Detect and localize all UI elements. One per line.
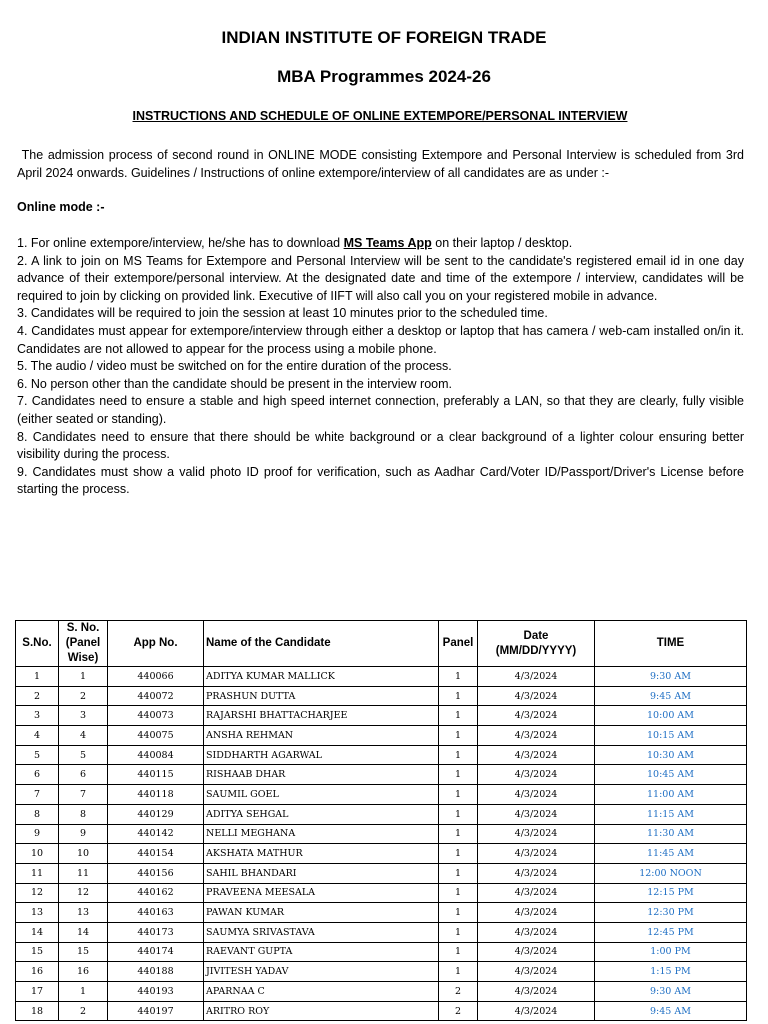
table-row [16,667,747,687]
cell-sno: 9 [16,824,59,844]
cell-sno: 5 [16,745,59,765]
cell-panel: 1 [439,883,478,903]
cell-panel-sno: 14 [59,922,108,942]
cell-time: 12:00 NOON [595,863,747,883]
cell-date: 4/3/2024 [478,903,595,923]
cell-sno: 8 [16,804,59,824]
table-row [16,785,747,805]
cell-date: 4/3/2024 [478,922,595,942]
cell-sno: 2 [16,686,59,706]
cell-time: 1:00 PM [595,942,747,962]
cell-sno: 10 [16,844,59,864]
cell-date: 4/3/2024 [478,745,595,765]
cell-date: 4/3/2024 [478,686,595,706]
instruction-4: 4. Candidates must appear for extempore/interview through either a desktop or laptop that has camera / web-cam installed on/in it. Candidates are not allowed to appear for the process using a mobile phone. [17,323,744,356]
cell-app-no: 440163 [108,903,204,923]
cell-date: 4/3/2024 [478,962,595,982]
cell-sno: 1 [16,667,59,687]
col-time: TIME [595,621,747,667]
cell-sno: 13 [16,903,59,923]
cell-name: PRAVEENA MEESALA [204,883,439,903]
table-row [16,686,747,706]
cell-date: 4/3/2024 [478,667,595,687]
cell-panel-sno: 2 [59,1001,108,1021]
cell-panel-sno: 8 [59,804,108,824]
cell-panel-sno: 9 [59,824,108,844]
table-row [16,922,747,942]
cell-panel-sno: 6 [59,765,108,785]
cell-sno: 4 [16,726,59,746]
cell-sno: 18 [16,1001,59,1021]
cell-time: 12:15 PM [595,883,747,903]
table-row [16,844,747,864]
cell-name: RISHAAB DHAR [204,765,439,785]
table-row [16,962,747,982]
cell-name: ARITRO ROY [204,1001,439,1021]
col-sno: S.No. [16,621,59,667]
cell-app-no: 440188 [108,962,204,982]
cell-app-no: 440162 [108,883,204,903]
table-row [16,863,747,883]
cell-app-no: 440072 [108,686,204,706]
institute-title: INDIAN INSTITUTE OF FOREIGN TRADE [221,28,547,47]
cell-panel: 1 [439,942,478,962]
instruction-7: 7. Candidates need to ensure a stable and high speed internet connection, preferably a LAN, so that they are clearly, fully visible (either seated or standing). [17,394,744,426]
cell-panel-sno: 12 [59,883,108,903]
cell-panel: 1 [439,863,478,883]
cell-panel-sno: 3 [59,706,108,726]
cell-app-no: 440193 [108,982,204,1002]
cell-time: 12:45 PM [595,922,747,942]
cell-date: 4/3/2024 [478,706,595,726]
cell-sno: 16 [16,962,59,982]
table-row [16,982,747,1002]
cell-sno: 7 [16,785,59,805]
cell-sno: 12 [16,883,59,903]
cell-panel-sno: 1 [59,982,108,1002]
cell-app-no: 440129 [108,804,204,824]
schedule-table [15,620,747,1021]
instruction-8: 8. Candidates need to ensure that there should be white background or a clear background of a lighter colour ensuring better visibility during the process. [17,429,744,462]
table-row [16,804,747,824]
cell-name: RAJARSHI BHATTACHARJEE [204,706,439,726]
table-row [16,903,747,923]
cell-date: 4/3/2024 [478,824,595,844]
cell-app-no: 440118 [108,785,204,805]
cell-name: JIVITESH YADAV [204,962,439,982]
cell-date: 4/3/2024 [478,942,595,962]
cell-sno: 17 [16,982,59,1002]
cell-date: 4/3/2024 [478,1001,595,1021]
cell-app-no: 440115 [108,765,204,785]
cell-name: RAEVANT GUPTA [204,942,439,962]
cell-name: SAUMIL GOEL [204,785,439,805]
cell-date: 4/3/2024 [478,765,595,785]
cell-date: 4/3/2024 [478,785,595,805]
cell-panel-sno: 7 [59,785,108,805]
cell-panel: 1 [439,824,478,844]
cell-time: 9:45 AM [595,686,747,706]
cell-panel: 1 [439,706,478,726]
col-panel: Panel [439,621,478,667]
cell-time: 10:30 AM [595,745,747,765]
cell-time: 10:15 AM [595,726,747,746]
cell-app-no: 440156 [108,863,204,883]
cell-time: 11:15 AM [595,804,747,824]
table-row [16,726,747,746]
cell-panel-sno: 5 [59,745,108,765]
cell-panel-sno: 15 [59,942,108,962]
cell-panel-sno: 16 [59,962,108,982]
table-row [16,942,747,962]
cell-time: 10:00 AM [595,706,747,726]
cell-panel: 2 [439,982,478,1002]
cell-panel: 1 [439,903,478,923]
cell-time: 10:45 AM [595,765,747,785]
programme-title: MBA Programmes 2024-26 [277,67,491,86]
cell-panel: 1 [439,785,478,805]
table-row [16,883,747,903]
cell-app-no: 440174 [108,942,204,962]
instruction-9: 9. Candidates must show a valid photo ID proof for verification, such as Aadhar Card/Voter ID/Passport/Driver's License before starting the process. [17,464,744,497]
cell-time: 1:15 PM [595,962,747,982]
cell-sno: 15 [16,942,59,962]
cell-date: 4/3/2024 [478,726,595,746]
cell-time: 9:30 AM [595,667,747,687]
cell-date: 4/3/2024 [478,982,595,1002]
col-name: Name of the Candidate [204,621,439,667]
col-date: Date (MM/DD/YYYY) [478,621,595,667]
cell-date: 4/3/2024 [478,883,595,903]
cell-name: ADITYA SEHGAL [204,804,439,824]
cell-sno: 11 [16,863,59,883]
cell-panel-sno: 2 [59,686,108,706]
cell-time: 12:30 PM [595,903,747,923]
cell-name: ANSHA REHMAN [204,726,439,746]
cell-panel: 1 [439,962,478,982]
cell-date: 4/3/2024 [478,863,595,883]
cell-date: 4/3/2024 [478,844,595,864]
instructions-list [17,235,744,499]
cell-name: ADITYA KUMAR MALLICK [204,667,439,687]
cell-app-no: 440073 [108,706,204,726]
cell-name: SIDDHARTH AGARWAL [204,745,439,765]
cell-sno: 6 [16,765,59,785]
cell-app-no: 440173 [108,922,204,942]
col-panel-sno: S. No. (Panel Wise) [59,621,108,667]
cell-time: 11:00 AM [595,785,747,805]
ms-teams-app-link: MS Teams App [343,236,432,250]
cell-panel-sno: 10 [59,844,108,864]
cell-panel-sno: 11 [59,863,108,883]
cell-name: PRASHUN DUTTA [204,686,439,706]
instructions-heading: INSTRUCTIONS AND SCHEDULE OF ONLINE EXTEMPORE/PERSONAL INTERVIEW [132,109,628,123]
cell-app-no: 440197 [108,1001,204,1021]
cell-time: 11:30 AM [595,824,747,844]
instruction-3: 3. Candidates will be required to join the session at least 10 minutes prior to the scheduled time. [17,306,548,321]
cell-panel: 1 [439,922,478,942]
table-header-row [16,621,747,667]
cell-app-no: 440075 [108,726,204,746]
table-row [16,824,747,844]
cell-sno: 14 [16,922,59,942]
cell-panel: 2 [439,1001,478,1021]
cell-panel: 1 [439,726,478,746]
cell-date: 4/3/2024 [478,804,595,824]
cell-panel: 1 [439,765,478,785]
cell-time: 9:30 AM [595,982,747,1002]
cell-panel-sno: 13 [59,903,108,923]
cell-panel: 1 [439,686,478,706]
cell-app-no: 440084 [108,745,204,765]
instruction-6: 6. No person other than the candidate should be present in the interview room. [17,376,452,391]
cell-app-no: 440154 [108,844,204,864]
cell-panel-sno: 1 [59,667,108,687]
cell-time: 9:45 AM [595,1001,747,1021]
cell-name: SAUMYA SRIVASTAVA [204,922,439,942]
cell-name: SAHIL BHANDARI [204,863,439,883]
cell-panel-sno: 4 [59,726,108,746]
cell-panel: 1 [439,745,478,765]
cell-name: PAWAN KUMAR [204,903,439,923]
cell-app-no: 440066 [108,667,204,687]
cell-sno: 3 [16,706,59,726]
cell-panel: 1 [439,844,478,864]
instruction-5: 5. The audio / video must be switched on for the entire duration of the process. [17,359,452,374]
cell-panel: 1 [439,804,478,824]
intro-paragraph [17,147,744,182]
table-row [16,706,747,726]
cell-name: AKSHATA MATHUR [204,844,439,864]
intro-text: The admission process of second round in ONLINE MODE consisting Extempore and Personal Interview is scheduled from 3rd April 2024 onwards. Guidelines / Instructions of online extempore/interview of all candidates are as under :- [17,148,744,180]
table-row [16,765,747,785]
cell-panel: 1 [439,667,478,687]
instruction-2: 2. A link to join on MS Teams for Extempore and Personal Interview will be sent to the candidate's registered email id in one day advance of their extempore/personal interview. At the designated date and time of the extempore / interview, candidates will be required to join by clicking on provided link. Executive of IIFT will also call you on your registered mobile in advance. [17,253,744,303]
instruction-1: 1. For online extempore/interview, he/she has to download MS Teams App on their laptop / desktop. [17,236,573,250]
online-mode-heading: Online mode :- [17,200,105,214]
col-app-no: App No. [108,621,204,667]
cell-name: APARNAA C [204,982,439,1002]
table-row [16,745,747,765]
table-row [16,1001,747,1021]
cell-app-no: 440142 [108,824,204,844]
cell-time: 11:45 AM [595,844,747,864]
cell-name: NELLI MEGHANA [204,824,439,844]
